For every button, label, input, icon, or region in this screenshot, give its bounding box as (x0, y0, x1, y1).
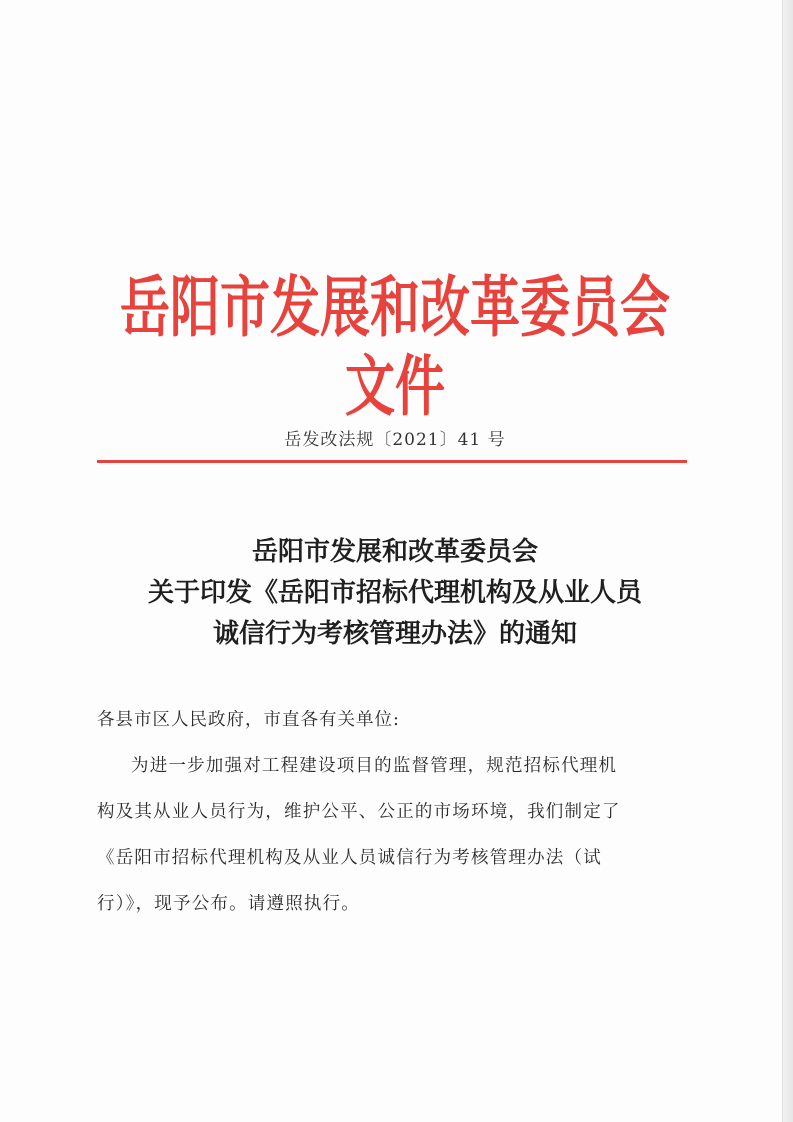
body-line-1: 为进一步加强对工程建设项目的监督管理，规范招标代理机 (131, 756, 618, 776)
salutation: 各县市区人民政府，市直各有关单位: (97, 710, 400, 730)
title-line-1: 岳阳市发展和改革委员会 (251, 537, 538, 567)
body-line-3: 《岳阳市招标代理机构及从业人员诚信行为考核管理办法（试 (97, 848, 602, 868)
page-edge-shadow (783, 0, 793, 1122)
red-separator-line (97, 460, 687, 463)
title-line-3: 诚信行为考核管理办法》的通知 (212, 619, 577, 649)
body-line-2: 构及其从业人员行为，维护公平、公正的市场环境，我们制定了 (97, 802, 621, 822)
document-number: 岳发改法规〔2021〕41 号 (284, 430, 506, 450)
notice-title (90, 532, 700, 655)
masthead-title: 岳阳市发展和改革委员会文件 (120, 268, 670, 426)
body-line-4: 行）》，现予公布。请遵照执行。 (97, 894, 360, 914)
title-line-2: 关于印发《岳阳市招标代理机构及从业人员 (147, 578, 642, 608)
